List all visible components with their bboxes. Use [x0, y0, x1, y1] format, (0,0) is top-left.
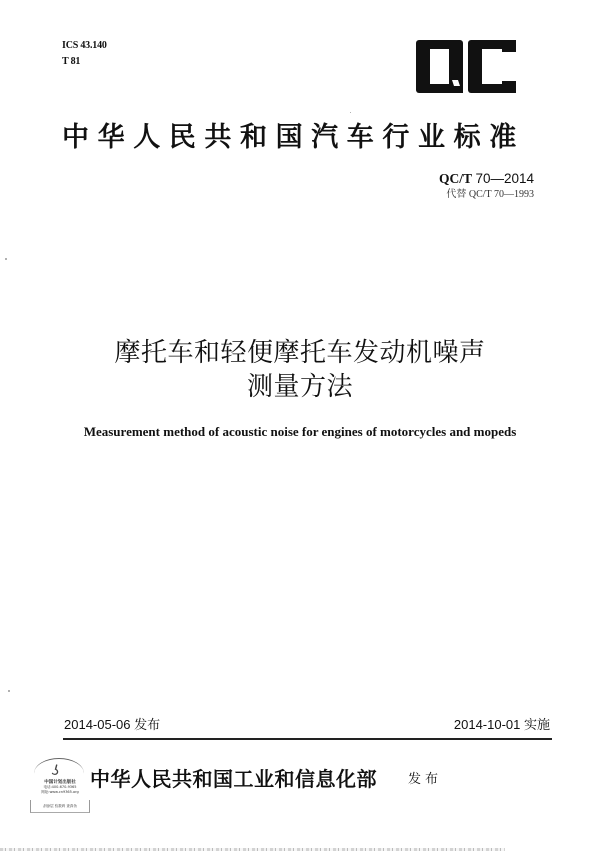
standard-category-title: 中华人民共和国汽车行业标准: [62, 122, 525, 153]
scan-speck: [350, 112, 351, 113]
standard-id: 70—2014: [475, 171, 534, 186]
standard-number-block: [439, 170, 534, 202]
stamp-text: [32, 780, 88, 795]
publish-date: 2014-05-06 发布: [64, 717, 161, 732]
anti-counterfeit-stamp: [30, 758, 90, 818]
ccs-code: T 81: [62, 56, 81, 67]
stamp-phone: 电话:400-670-9365: [43, 785, 77, 789]
document-title-en: Measurement method of acoustic noise for engines of motorcycles and mopeds: [83, 424, 517, 439]
stamp-website: 网址:www.cn9365.org: [41, 790, 79, 794]
date-divider: [63, 738, 552, 740]
stamp-emblem-icon: ʖ: [50, 762, 62, 780]
title-line-1: 摩托车和轻便摩托车发动机噪声: [114, 338, 486, 368]
standard-prefix: QC/T: [439, 171, 473, 186]
standard-number: [439, 170, 534, 188]
document-title-cn: [0, 336, 600, 404]
issuing-action: 发布: [408, 772, 443, 787]
stamp-publisher: 中国计划出版社: [44, 780, 76, 785]
scan-speck: [8, 690, 10, 692]
title-line-2: 测量方法: [246, 372, 353, 402]
issuing-authority: 中华人民共和国工业和信息化部: [90, 767, 377, 791]
replaces-standard: 代替 QC/T 70—1993: [446, 189, 534, 200]
implement-date: 2014-10-01 实施: [453, 717, 550, 732]
stamp-verify: 刮涂层 验数码 查真伪: [30, 800, 90, 813]
scan-speck: [5, 258, 7, 260]
ics-code: ICS 43.140: [62, 40, 107, 51]
classification-codes: [62, 38, 107, 70]
qc-logo-icon: [416, 40, 516, 93]
scan-edge-artifact: [0, 848, 505, 851]
